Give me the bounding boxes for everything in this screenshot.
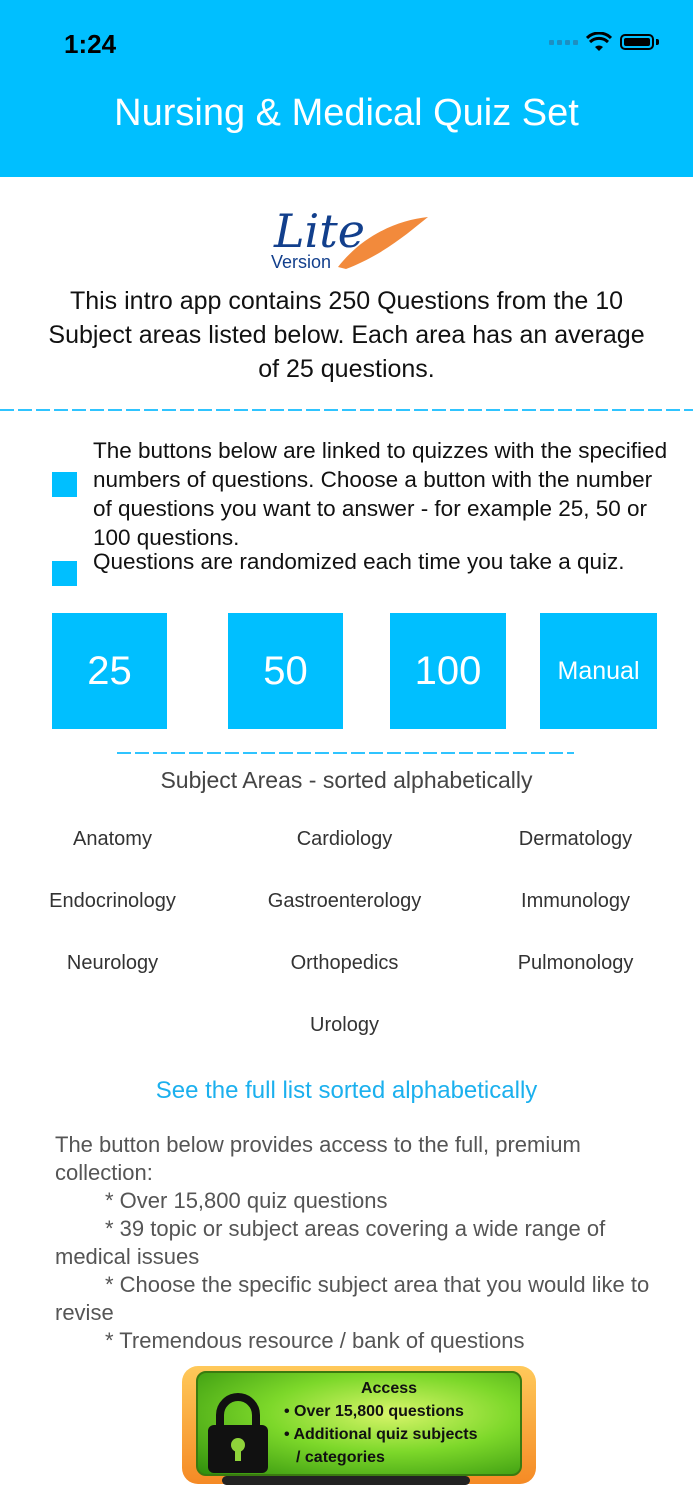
subject-dermatology[interactable]: Dermatology	[518, 828, 633, 850]
full-list-link[interactable]: See the full list sorted alphabetically	[155, 1077, 538, 1104]
subject-urology[interactable]: Urology	[310, 1014, 379, 1036]
subject-neurology[interactable]: Neurology	[66, 952, 159, 974]
cellular-signal-icon	[549, 40, 578, 45]
bullet-square	[52, 472, 77, 497]
subject-orthopedics[interactable]: Orthopedics	[290, 952, 399, 974]
intro-text: This intro app contains 250 Questions from the 10 Subject areas listed below. Each area has an average of 25 questions.	[48, 287, 645, 383]
subject-cardiology[interactable]: Cardiology	[296, 828, 393, 850]
premium-point: * Choose the specific subject area that you would like to revise	[55, 1272, 650, 1325]
manual-button[interactable]: Manual	[540, 613, 657, 729]
access-bullet: • Additional quiz subjects	[284, 1426, 478, 1443]
divider	[117, 752, 574, 754]
subject-anatomy[interactable]: Anatomy	[73, 828, 152, 850]
bullet-square	[52, 561, 77, 586]
status-time: 1:24	[64, 29, 117, 59]
access-title: Access	[360, 1380, 418, 1397]
quiz-50-button[interactable]: 50	[228, 613, 343, 729]
access-bullet: / categories	[296, 1449, 385, 1466]
svg-text:Version: Version	[271, 252, 332, 272]
battery-icon	[620, 34, 654, 50]
lock-icon	[206, 1391, 270, 1475]
premium-point: * Over 15,800 quiz questions	[105, 1188, 388, 1213]
page-title: Nursing & Medical Quiz Set	[114, 92, 579, 134]
divider	[0, 409, 693, 411]
subject-endocrinology[interactable]: Endocrinology	[49, 890, 176, 912]
lite-version-logo	[268, 195, 433, 277]
subject-gastroenterology[interactable]: Gastroenterology	[267, 890, 422, 912]
quiz-25-button[interactable]: 25	[52, 613, 167, 729]
premium-intro: The button below provides access to the full, premium collection:	[55, 1132, 581, 1185]
svg-text:Lite: Lite	[274, 204, 365, 258]
subject-pulmonology[interactable]: Pulmonology	[517, 952, 634, 974]
subjects-heading: Subject Areas - sorted alphabetically	[160, 767, 533, 793]
info-randomized-text: Questions are randomized each time you take a quiz.	[93, 549, 625, 574]
subject-immunology[interactable]: Immunology	[521, 890, 630, 912]
quiz-100-button[interactable]: 100	[390, 613, 506, 729]
home-indicator	[222, 1476, 470, 1485]
app-header	[0, 0, 693, 177]
status-icons	[549, 32, 659, 52]
premium-point: * Tremendous resource / bank of questions	[105, 1328, 525, 1353]
premium-description	[55, 1131, 665, 1355]
premium-point: * 39 topic or subject areas covering a wide range of medical issues	[55, 1216, 606, 1269]
access-bullet: • Over 15,800 questions	[284, 1403, 464, 1420]
access-premium-button[interactable]	[182, 1366, 536, 1484]
wifi-icon	[586, 32, 612, 52]
info-buttons-text: The buttons below are linked to quizzes with the specified numbers of questions. Choose a button with the number of questions you want to answer - for example 25, 50 or 100 questions.	[93, 438, 668, 550]
